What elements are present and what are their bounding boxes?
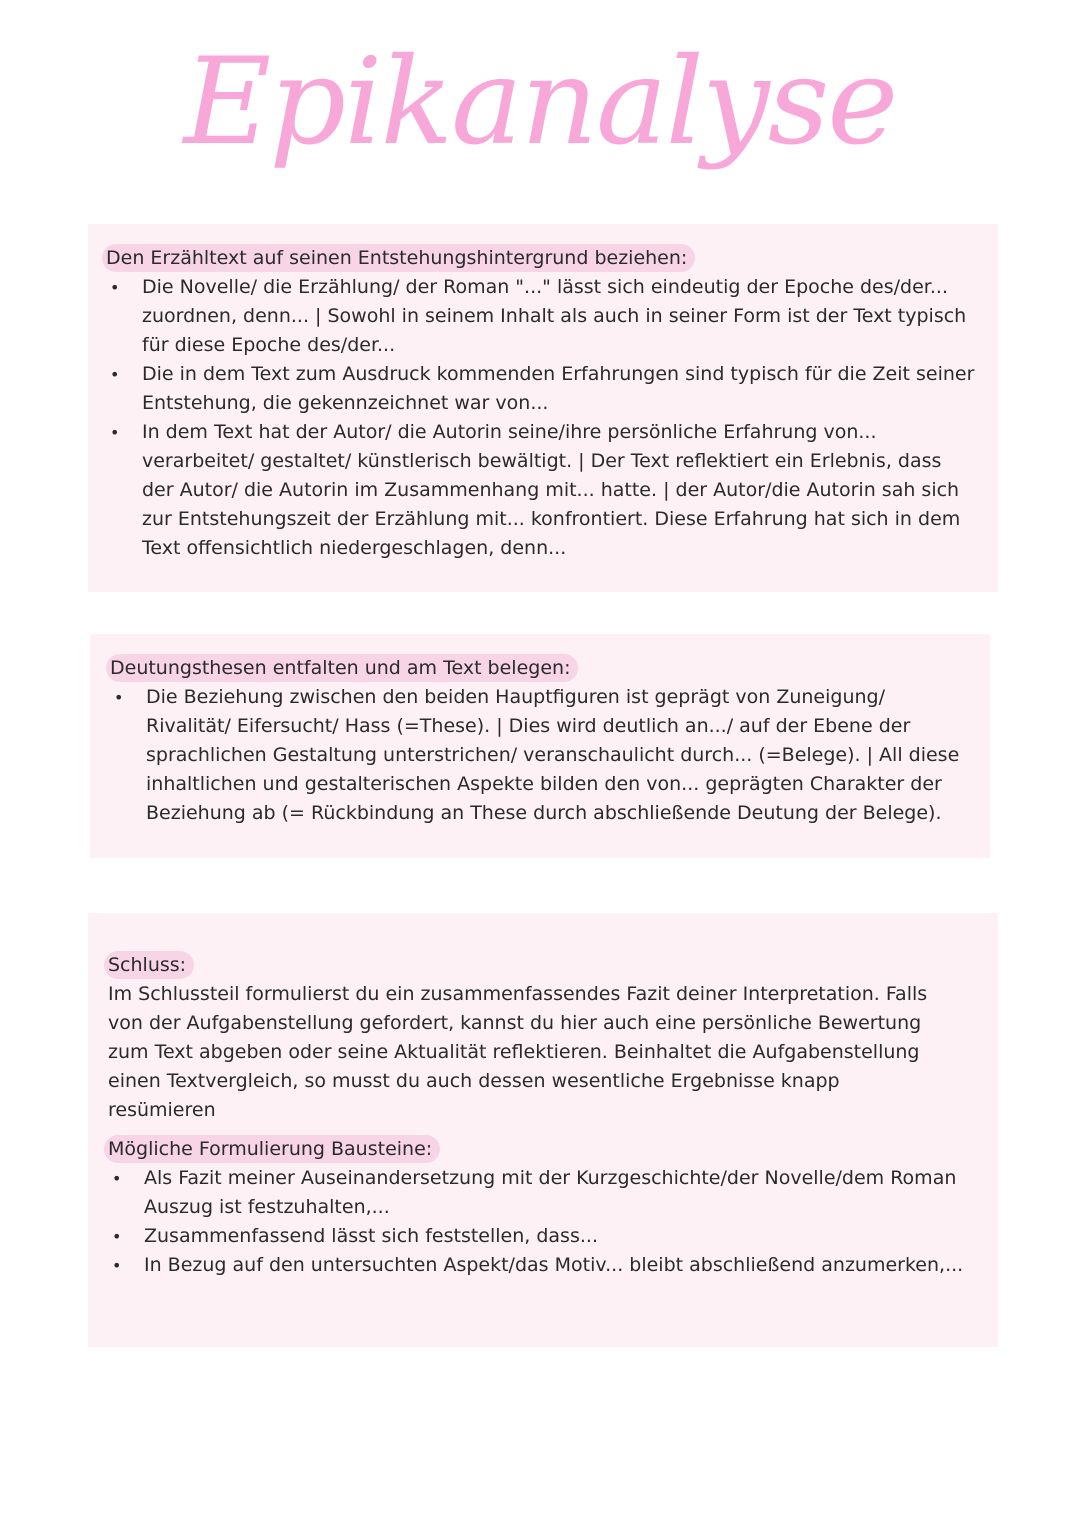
- bullet-icon: •: [112, 1256, 122, 1275]
- bullet-icon: •: [110, 423, 120, 442]
- section-subheading: Mögliche Formulierung Bausteine:: [104, 1135, 440, 1163]
- section-schluss: [88, 913, 998, 1347]
- section-entstehungshintergrund: [88, 224, 998, 592]
- bullet-icon: •: [110, 365, 120, 384]
- bullet-icon: •: [110, 278, 120, 297]
- page-title: Epikanalyse: [183, 33, 897, 172]
- list-item: • Die Novelle/ die Erzählung/ der Roman "..." lässt sich eindeutig der Epoche des/der... zuordnen, denn... | Sowohl in seinem Inhalt als auch in seiner Form ist der Text typisch für diese Epoche des/der...: [102, 273, 978, 360]
- section-heading: Schluss:: [104, 951, 194, 979]
- section-heading: Den Erzähltext auf seinen Entstehungshintergrund beziehen:: [102, 244, 695, 272]
- bullet-list: [102, 273, 978, 563]
- section-paragraph: Im Schlussteil formulierst du ein zusammenfassendes Fazit deiner Interpretation. Falls von der Aufgabenstellung gefordert, kannst du hier auch eine persönliche Bewertung zum Text abgeben oder seine Aktualität reflektieren. Beinhaltet die Aufgabenstellung einen Textvergleich, so musst du auch dessen wesentliche Ergebnisse knapp resümieren: [108, 983, 928, 1121]
- list-item: • In dem Text hat der Autor/ die Autorin seine/ihre persönliche Erfahrung von... verarbeitet/ gestaltet/ künstlerisch bewältigt. | Der Text reflektiert ein Erlebnis, dass der Autor/ die Autorin im Zusammenhang mit... hatte. | der Autor/die Autorin sah sich zur Entstehungszeit der Erzählung mit... konfrontiert. Diese Erfahrung hat sich in dem Text offensichtlich niedergeschlagen, denn...: [102, 418, 978, 563]
- bullet-icon: •: [112, 1227, 122, 1246]
- bullet-list: [106, 683, 970, 828]
- section-deutungsthesen: [90, 634, 990, 858]
- bullet-icon: •: [112, 1169, 122, 1188]
- list-item: • Zusammenfassend lässt sich feststellen, dass...: [104, 1222, 978, 1251]
- section-heading: Deutungsthesen entfalten und am Text belegen:: [106, 654, 578, 682]
- list-item: • Die Beziehung zwischen den beiden Hauptfiguren ist geprägt von Zuneigung/ Rivalität/ Eifersucht/ Hass (=These). | Dies wird deutlich an.../ auf der Ebene der sprachlichen Gestaltung unterstrichen/ veranschaulicht durch... (=Belege). | All diese inhaltlichen und gestalterischen Aspekte bilden den von... geprägten Charakter der Beziehung ab (= Rückbindung an These durch abschließende Deutung der Belege).: [106, 683, 970, 828]
- bullet-icon: •: [114, 688, 124, 707]
- list-item: • Die in dem Text zum Ausdruck kommenden Erfahrungen sind typisch für die Zeit seiner Entstehung, die gekennzeichnet war von...: [102, 360, 978, 418]
- list-item: • Als Fazit meiner Auseinandersetzung mit der Kurzgeschichte/der Novelle/dem Roman Auszug ist festzuhalten,...: [104, 1164, 978, 1222]
- list-item: • In Bezug auf den untersuchten Aspekt/das Motiv... bleibt abschließend anzumerken,...: [104, 1251, 978, 1280]
- bullet-list: [104, 1164, 978, 1280]
